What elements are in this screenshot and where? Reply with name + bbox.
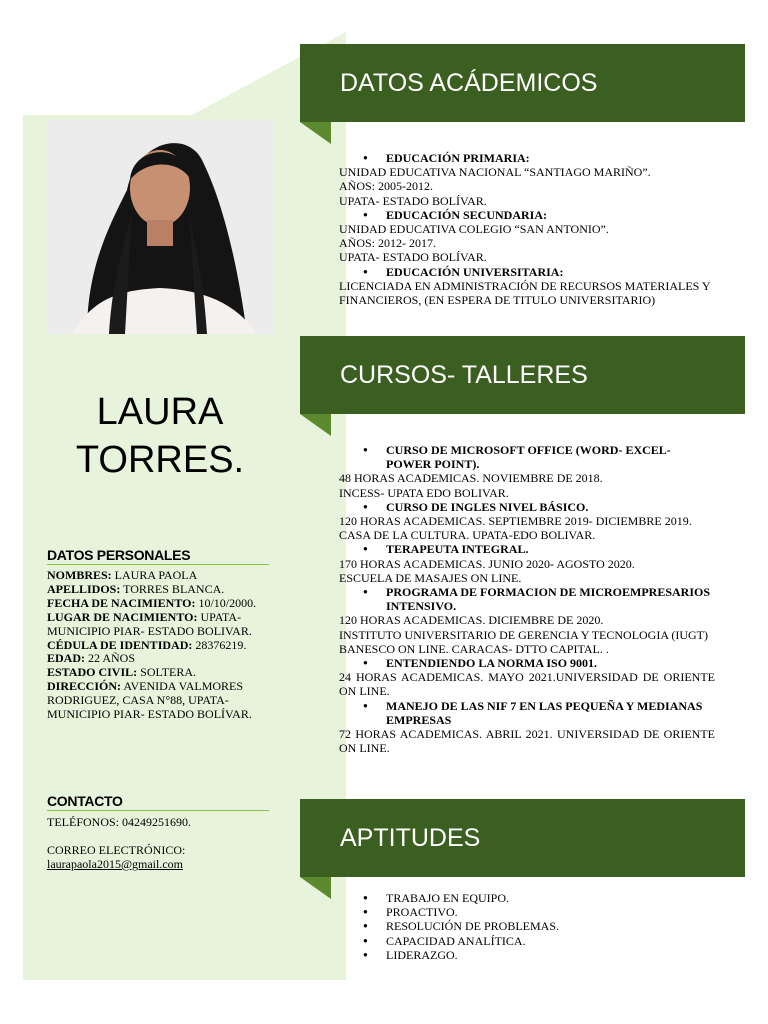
personal-field-value: UPATA- MUNICIPIO PIAR- ESTADO BOLIVAR. xyxy=(47,609,252,638)
courses-item-heading: ● CURSO DE MICROSOFT OFFICE (WORD- EXCEL- POWER POINT). xyxy=(339,443,715,471)
academic-item-line: UPATA- ESTADO BOLÍVAR. xyxy=(339,193,487,208)
courses-item-line: 48 HORAS ACADEMICAS. NOVIEMBRE DE 2018. xyxy=(339,471,603,486)
personal-field xyxy=(47,583,269,597)
courses-item-line: 170 HORAS ACADEMICAS. JUNIO 2020- AGOSTO 2020. xyxy=(339,556,635,571)
personal-field-value: 10/10/2000. xyxy=(195,595,257,610)
academic-section-body xyxy=(339,151,715,307)
courses-item-heading: ● TERAPEUTA INTEGRAL. xyxy=(339,542,715,556)
courses-section-body xyxy=(339,443,715,755)
candidate-name xyxy=(47,388,273,484)
personal-field xyxy=(47,639,269,653)
personal-field-label: EDAD: xyxy=(47,651,85,666)
skill-item: ● LIDERAZGO. xyxy=(339,948,715,962)
skill-item: ● RESOLUCIÓN DE PROBLEMAS. xyxy=(339,919,715,933)
courses-item-line: INCESS- UPATA EDO BOLIVAR. xyxy=(339,485,509,500)
personal-field-value: SOLTERA. xyxy=(137,665,197,680)
contact-email-label: CORREO ELECTRÓNICO: xyxy=(47,843,186,857)
personal-field xyxy=(47,680,269,722)
personal-field-label: APELLIDOS: xyxy=(47,581,121,596)
courses-item-heading: ● MANEJO DE LAS NIF 7 EN LAS PEQUEÑA Y MEDIANAS EMPRESAS xyxy=(339,699,715,727)
personal-field xyxy=(47,569,269,583)
academic-item-line: LICENCIADA EN ADMINISTRACIÓN DE RECURSOS MATERIALES Y FINANCIEROS, (EN ESPERA DE TITULO UNIVERSITARIO) xyxy=(339,278,711,308)
courses-item-heading: ● PROGRAMA DE FORMACION DE MICROEMPRESARIOS INTENSIVO. xyxy=(339,585,715,613)
courses-bar-tail xyxy=(300,414,331,436)
academic-bar-tail xyxy=(300,122,331,144)
personal-field-value: 22 AÑOS xyxy=(85,651,136,666)
courses-section-title: CURSOS- TALLERES xyxy=(300,336,745,414)
skills-section-title: APTITUDES xyxy=(300,799,745,877)
profile-photo xyxy=(47,120,273,334)
academic-item-heading: ● EDUCACIÓN PRIMARIA: xyxy=(339,151,715,165)
personal-field-value: 28376219. xyxy=(192,637,247,652)
courses-item-heading: ● CURSO DE INGLES NIVEL BÁSICO. xyxy=(339,500,715,514)
courses-item-line: INSTITUTO UNIVERSITARIO DE GERENCIA Y TECNOLOGIA (IUGT) BANESCO ON LINE. CARACAS- DTTO CAPITAL. . xyxy=(339,627,708,656)
courses-item-line: 72 HORAS ACADEMICAS. ABRIL 2021. UNIVERSIDAD DE ORIENTE ON LINE. xyxy=(339,727,715,756)
academic-item-heading: ● EDUCACIÓN SECUNDARIA: xyxy=(339,208,715,222)
skill-item: ● CAPACIDAD ANALÍTICA. xyxy=(339,934,715,948)
personal-data-body xyxy=(47,569,269,722)
academic-item-line: AÑOS: 2012- 2017. xyxy=(339,236,437,251)
academic-item-heading: ● EDUCACIÓN UNIVERSITARIA: xyxy=(339,265,715,279)
skills-section-body xyxy=(339,891,715,962)
academic-section-title: DATOS ACÁDEMICOS xyxy=(300,44,745,122)
personal-field xyxy=(47,611,269,639)
courses-item-line: 120 HORAS ACADEMICAS. SEPTIEMBRE 2019- DICIEMBRE 2019. xyxy=(339,514,692,529)
personal-field-value: TORRES BLANCA. xyxy=(120,581,225,596)
personal-field xyxy=(47,666,269,680)
skill-item: ● TRABAJO EN EQUIPO. xyxy=(339,891,715,905)
skill-item: ● PROACTIVO. xyxy=(339,905,715,919)
personal-field-label: DIRECCIÓN: xyxy=(47,679,122,694)
academic-item-line: UPATA- ESTADO BOLÍVAR. xyxy=(339,250,487,265)
personal-field-value: AVENIDA VALMORES RODRIGUEZ, CASA N°88, UPATA- MUNICIPIO PIAR- ESTADO BOLÍVAR. xyxy=(47,679,252,722)
contact-email-link[interactable]: laurapaola2015@gmail.com xyxy=(47,857,184,871)
personal-field-label: LUGAR DE NACIMIENTO: xyxy=(47,609,198,624)
courses-item-heading: ● ENTENDIENDO LA NORMA ISO 9001. xyxy=(339,656,715,670)
name-line-1: LAURA xyxy=(96,391,224,433)
courses-item-line: 120 HORAS ACADEMICAS. DICIEMBRE DE 2020. xyxy=(339,613,604,628)
profile-photo-illustration xyxy=(47,120,273,334)
contact-body xyxy=(47,815,269,871)
personal-field-label: CÉDULA DE IDENTIDAD: xyxy=(47,637,193,652)
courses-item-line: CASA DE LA CULTURA. UPATA-EDO BOLIVAR. xyxy=(339,528,596,543)
name-line-2: TORRES. xyxy=(75,439,245,481)
academic-item-line: UNIDAD EDUCATIVA NACIONAL “SANTIAGO MARIÑO”. xyxy=(339,165,651,180)
personal-field-label: NOMBRES: xyxy=(47,568,112,582)
courses-item-line: ESCUELA DE MASAJES ON LINE. xyxy=(339,570,522,585)
personal-field-value: LAURA PAOLA xyxy=(111,568,198,582)
personal-field xyxy=(47,597,269,611)
personal-field-label: FECHA DE NACIMIENTO: xyxy=(47,595,196,610)
academic-item-line: UNIDAD EDUCATIVA COLEGIO “SAN ANTONIO”. xyxy=(339,222,609,237)
contact-heading: CONTACTO xyxy=(47,793,269,811)
personal-data-heading: DATOS PERSONALES xyxy=(47,547,269,565)
contact-phone: TELÉFONOS: 04249251690. xyxy=(47,815,191,829)
personal-field xyxy=(47,652,269,666)
personal-field-label: ESTADO CIVIL: xyxy=(47,665,138,680)
skills-bar-tail xyxy=(300,877,331,899)
academic-item-line: AÑOS: 2005-2012. xyxy=(339,179,434,194)
courses-item-line: 24 HORAS ACADEMICAS. MAYO 2021.UNIVERSIDAD DE ORIENTE ON LINE. xyxy=(339,670,715,699)
